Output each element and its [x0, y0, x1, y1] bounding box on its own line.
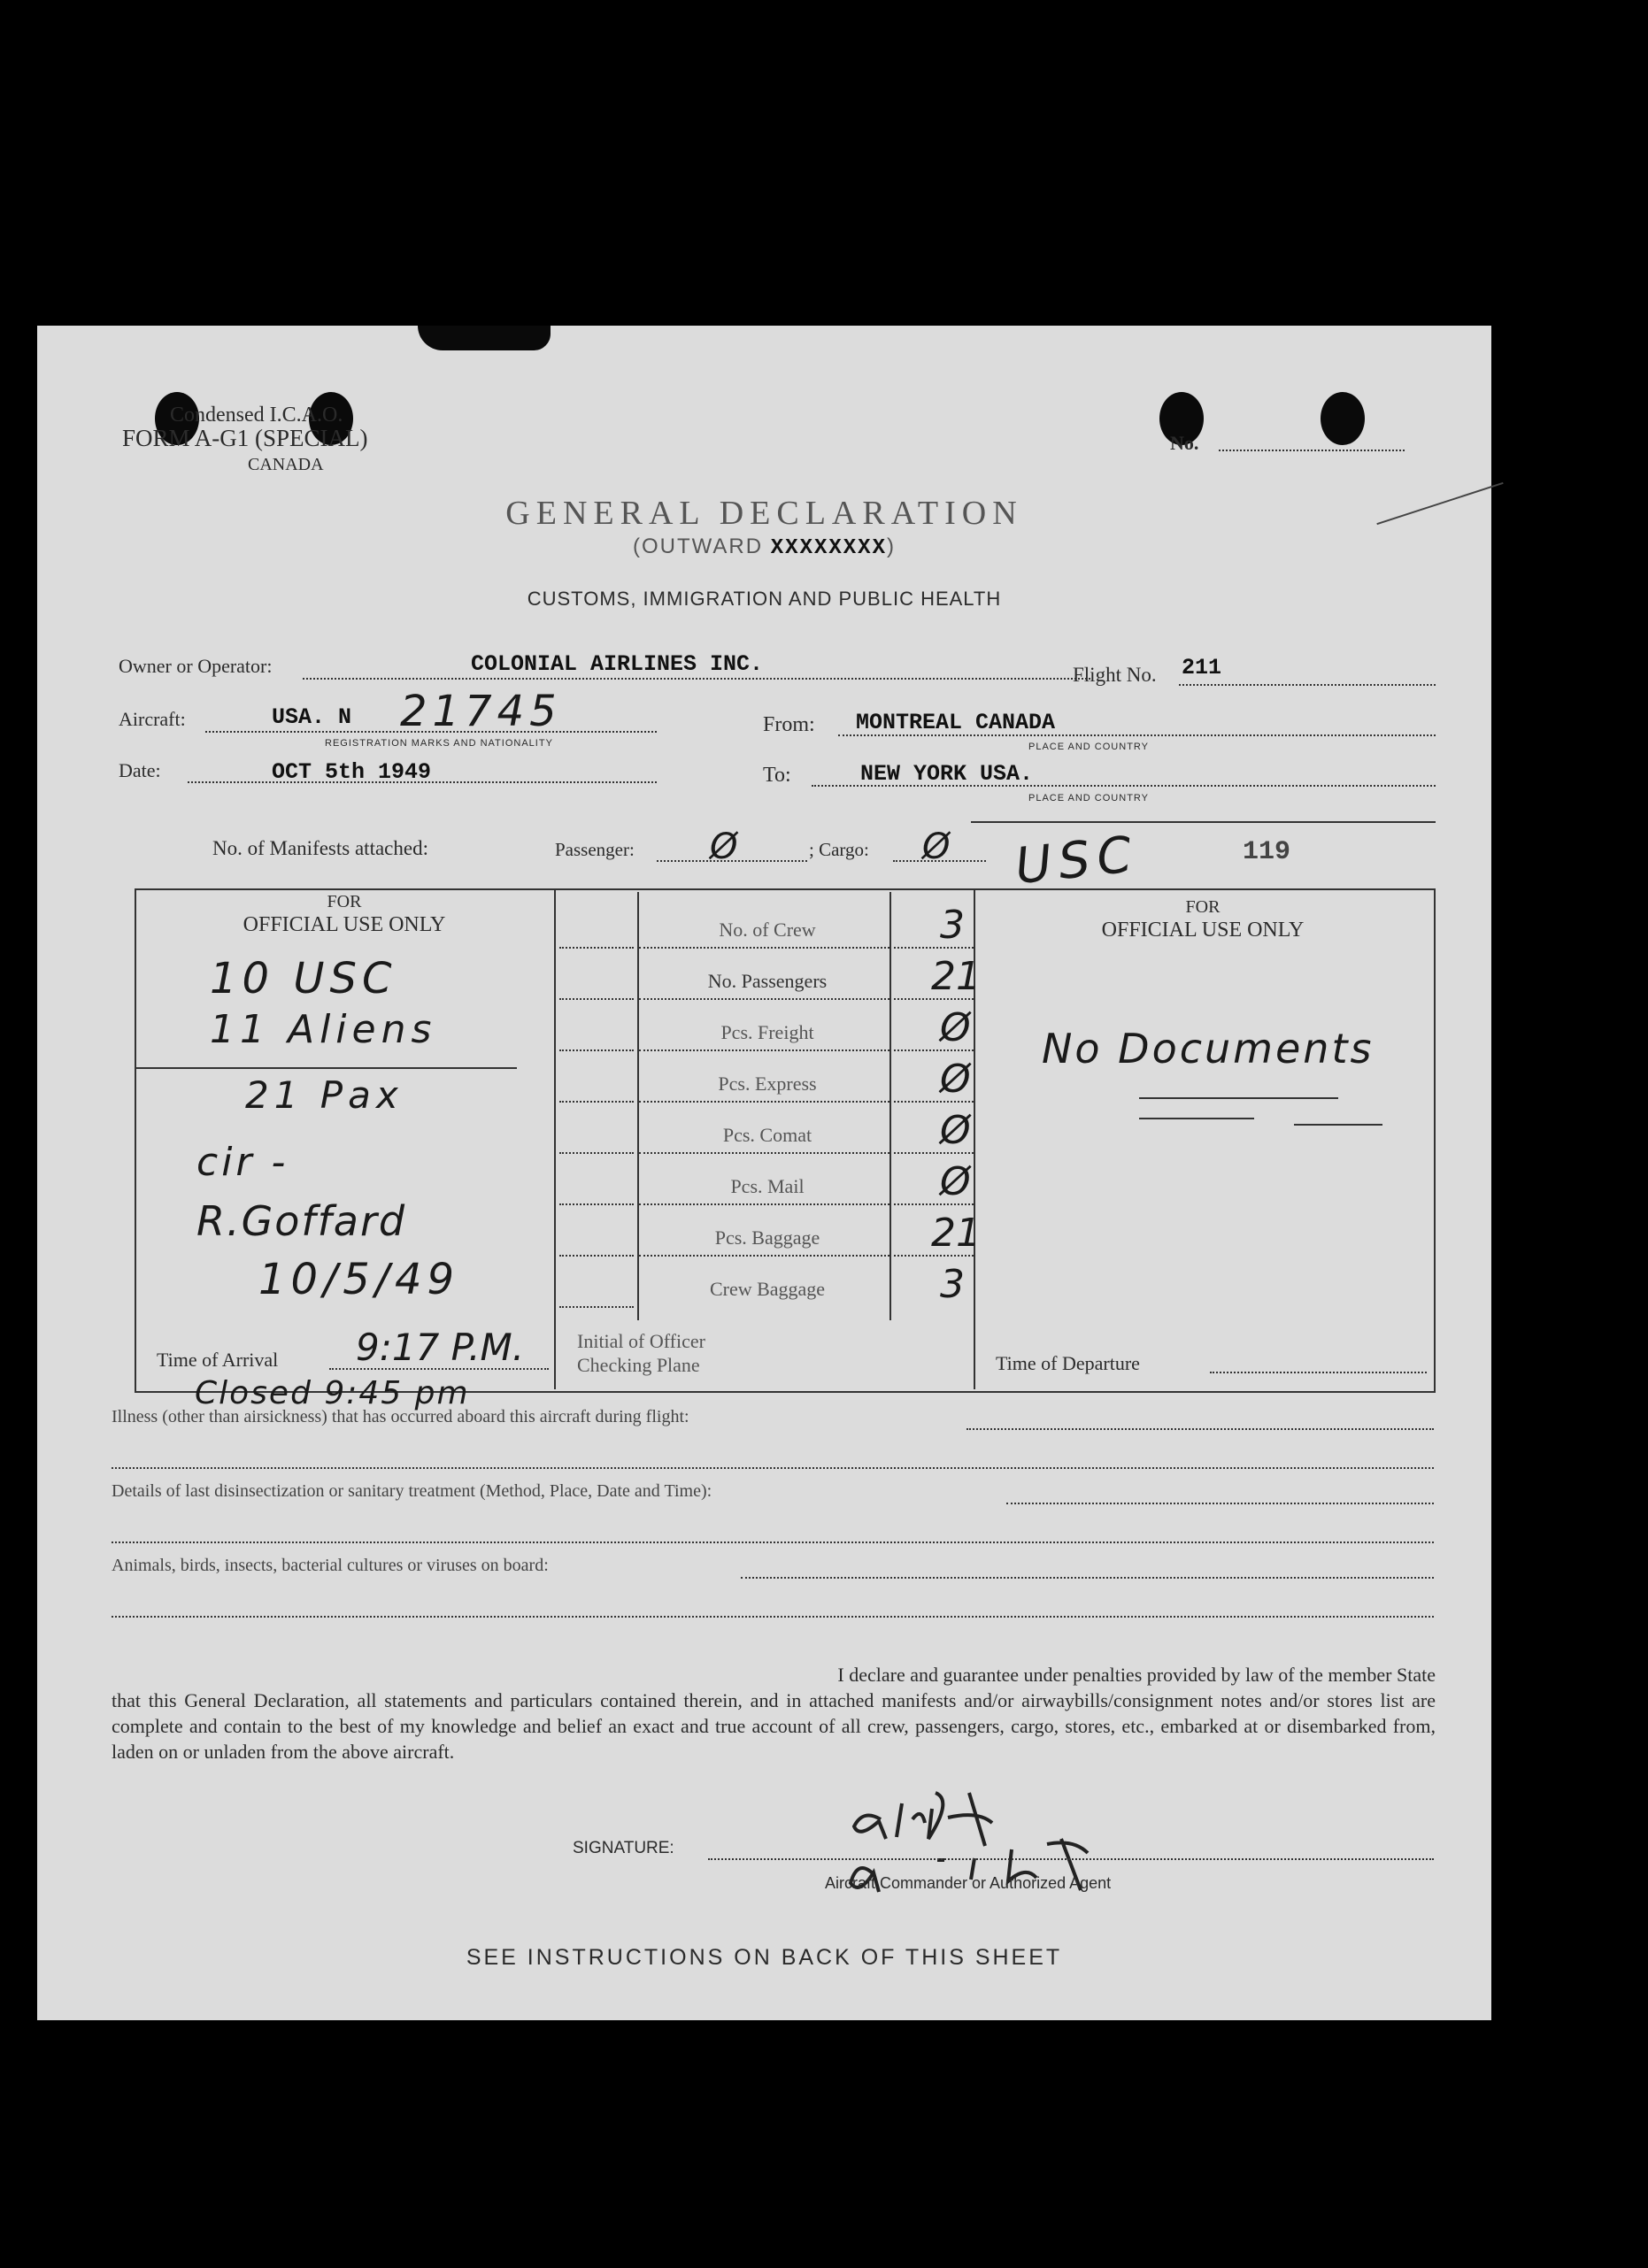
- official-right-header-for: FOR: [1185, 897, 1221, 917]
- form-number-label: No.: [1170, 432, 1199, 454]
- count-value-line: [889, 947, 974, 949]
- count-row: [559, 950, 981, 1002]
- flight-value[interactable]: 211: [1182, 655, 1222, 680]
- date-value[interactable]: OCT 5th 1949: [272, 759, 432, 785]
- form-header-condensed: Condensed I.C.A.O.: [170, 404, 343, 427]
- owner-field-line: [303, 678, 1090, 680]
- count-label: Pcs. Freight: [720, 1021, 814, 1043]
- form-number-field[interactable]: [1219, 450, 1405, 451]
- official-note-line: 11 Aliens: [210, 1007, 437, 1052]
- count-label: Pcs. Express: [718, 1072, 817, 1095]
- count-label-line: [639, 1255, 889, 1257]
- count-row: [559, 1104, 971, 1156]
- aircraft-registration-handwritten[interactable]: 21745: [400, 687, 562, 736]
- count-label-line: [639, 947, 889, 949]
- closed-time-note: Closed 9:45 pm: [195, 1375, 470, 1411]
- initial-cell-line[interactable]: [559, 1101, 634, 1103]
- count-value[interactable]: 21: [931, 1211, 981, 1256]
- from-caption: PLACE AND COUNTRY: [1028, 742, 1149, 752]
- disinsectization-field-line[interactable]: [1006, 1503, 1434, 1504]
- animals-label: Animals, birds, insects, bacterial cultures or viruses on board:: [112, 1556, 549, 1575]
- flight-field-line: [1179, 684, 1436, 686]
- to-caption: PLACE AND COUNTRY: [1028, 793, 1149, 803]
- direction-suffix: ): [886, 534, 896, 558]
- count-value-line: [889, 1152, 974, 1154]
- usc-handwritten-note: USC: [1012, 825, 1142, 896]
- official-note-line: 10/5/49: [258, 1255, 460, 1304]
- official-note-line: 21 Pax: [245, 1073, 404, 1117]
- count-label: Pcs. Baggage: [714, 1226, 820, 1249]
- signature-field-line[interactable]: [708, 1858, 1434, 1860]
- illness-field-line[interactable]: [966, 1428, 1434, 1430]
- count-value[interactable]: Ø: [940, 1057, 971, 1102]
- declaration-body: that this General Declaration, all statements and particulars contained therein, and in attached manifests and/or airwaybills/consignment notes and/or stores list are complete and contain to the best of my knowledge and belief an exact and true account of all crew, passengers, cargo, stores, etc., embarked at or disembarked from, laden on or unladen from the above aircraft.: [112, 1689, 1436, 1763]
- initial-cell-line[interactable]: [559, 1306, 634, 1308]
- count-label-line: [639, 1049, 889, 1051]
- form-header-number: FORM A-G1 (SPECIAL): [122, 425, 368, 451]
- to-label: To:: [763, 764, 791, 787]
- count-row: [559, 899, 966, 950]
- initial-cell-line[interactable]: [559, 998, 634, 1000]
- table-divider-left: [554, 888, 556, 1389]
- count-value[interactable]: 3: [940, 903, 965, 948]
- manifests-label: No. of Manifests attached:: [212, 837, 428, 859]
- passenger-manifest-label: Passenger:: [555, 839, 635, 860]
- count-label-line: [639, 1152, 889, 1154]
- count-label: No. of Crew: [719, 919, 816, 941]
- illness-label: Illness (other than airsickness) that has occurred aboard this aircraft during flight:: [112, 1407, 689, 1426]
- departure-field-line[interactable]: [1210, 1372, 1427, 1373]
- signature-label: SIGNATURE:: [573, 1839, 674, 1857]
- flight-label: Flight No.: [1073, 664, 1157, 686]
- to-value[interactable]: NEW YORK USA.: [860, 761, 1034, 787]
- header-divider: [971, 821, 1436, 823]
- initial-cell-line[interactable]: [559, 1152, 634, 1154]
- animals-field-line[interactable]: [741, 1577, 1434, 1579]
- direction-struck: XXXXXXXX: [770, 536, 887, 560]
- instructions-footer: SEE INSTRUCTIONS ON BACK OF THIS SHEET: [466, 1945, 1063, 1970]
- count-value-line: [889, 1049, 974, 1051]
- cargo-manifest-value[interactable]: Ø: [922, 826, 951, 867]
- from-value[interactable]: MONTREAL CANADA: [856, 710, 1056, 735]
- date-label: Date:: [119, 759, 161, 781]
- declaration-first-line: I declare and guarantee under penalties provided by law of the member State: [837, 1664, 1436, 1686]
- official-note-line: 10 USC: [210, 954, 397, 1003]
- page-number-stamp: 119: [1243, 837, 1291, 867]
- owner-value[interactable]: COLONIAL AIRLINES INC.: [471, 651, 764, 677]
- count-value-line: [889, 998, 974, 1000]
- no-documents-underline: [1294, 1124, 1382, 1126]
- disinsectization-field-line-2[interactable]: [112, 1541, 1434, 1543]
- count-label-line: [639, 998, 889, 1000]
- no-documents-underline: [1139, 1118, 1254, 1119]
- aircraft-label: Aircraft:: [119, 708, 186, 730]
- form-direction: [37, 534, 1491, 560]
- initial-cell-line[interactable]: [559, 1049, 634, 1051]
- form-subtitle: CUSTOMS, IMMIGRATION AND PUBLIC HEALTH: [527, 588, 1002, 610]
- no-documents-underline: [1139, 1097, 1338, 1099]
- illness-field-line-2[interactable]: [112, 1467, 1434, 1469]
- departure-label: Time of Departure: [996, 1352, 1140, 1374]
- count-value-line: [889, 1255, 974, 1257]
- count-value[interactable]: 3: [940, 1262, 965, 1307]
- count-label-line: [639, 1203, 889, 1205]
- initial-cell-line[interactable]: [559, 947, 634, 949]
- aircraft-caption: REGISTRATION MARKS AND NATIONALITY: [325, 738, 553, 749]
- official-note-line: R.Goffard: [196, 1197, 407, 1245]
- count-row: [559, 1002, 971, 1053]
- no-documents-note: No Documents: [1042, 1025, 1375, 1072]
- animals-field-line-2[interactable]: [112, 1616, 1434, 1618]
- torn-corner: [418, 326, 551, 350]
- initial-cell-line[interactable]: [559, 1203, 634, 1205]
- official-left-header: OFFICIAL USE ONLY: [243, 913, 446, 936]
- declaration-form-sheet: [37, 326, 1491, 2020]
- aircraft-prefix[interactable]: USA. N: [272, 704, 352, 730]
- passenger-manifest-value[interactable]: Ø: [710, 826, 738, 867]
- form-header-country: CANADA: [248, 455, 324, 474]
- count-row: [559, 1156, 971, 1207]
- count-value[interactable]: Ø: [940, 1005, 971, 1050]
- count-value-line: [889, 1101, 974, 1103]
- count-row: [559, 1207, 981, 1258]
- count-value[interactable]: Ø: [940, 1159, 971, 1204]
- official-note-line: cir -: [196, 1140, 289, 1185]
- cargo-manifest-label: ; Cargo:: [809, 839, 869, 860]
- official-left-header-for: FOR: [327, 892, 362, 911]
- count-value[interactable]: 21: [931, 954, 981, 999]
- disinsectization-label: Details of last disinsectization or sanitary treatment (Method, Place, Date and Time):: [112, 1481, 712, 1501]
- count-label-line: [639, 1101, 889, 1103]
- count-row: [559, 1258, 966, 1310]
- signature-caption: Aircraft Commander or Authorized Agent: [825, 1874, 1112, 1892]
- owner-label: Owner or Operator:: [119, 655, 273, 677]
- official-right-header: OFFICIAL USE ONLY: [1101, 919, 1305, 942]
- count-value-line: [889, 1203, 974, 1205]
- arrival-label: Time of Arrival: [157, 1349, 279, 1371]
- direction-prefix: (OUTWARD: [633, 534, 771, 558]
- arrival-time-value[interactable]: 9:17 P.M.: [356, 1326, 525, 1369]
- officer-initial-label: Initial of Officer: [577, 1330, 705, 1352]
- from-label: From:: [763, 713, 815, 736]
- count-label: Pcs. Comat: [722, 1124, 812, 1146]
- official-note-underline: [136, 1067, 517, 1069]
- declaration-text: [112, 1662, 1436, 1764]
- officer-check-label: Checking Plane: [577, 1354, 700, 1376]
- initial-cell-line[interactable]: [559, 1255, 634, 1257]
- count-row: [559, 1053, 971, 1104]
- punch-hole: [1321, 392, 1365, 445]
- form-title: GENERAL DECLARATION: [505, 495, 1023, 532]
- count-label: No. Passengers: [707, 970, 828, 992]
- count-label: Crew Baggage: [709, 1278, 826, 1300]
- count-label: Pcs. Mail: [730, 1175, 805, 1197]
- count-value[interactable]: Ø: [940, 1108, 971, 1153]
